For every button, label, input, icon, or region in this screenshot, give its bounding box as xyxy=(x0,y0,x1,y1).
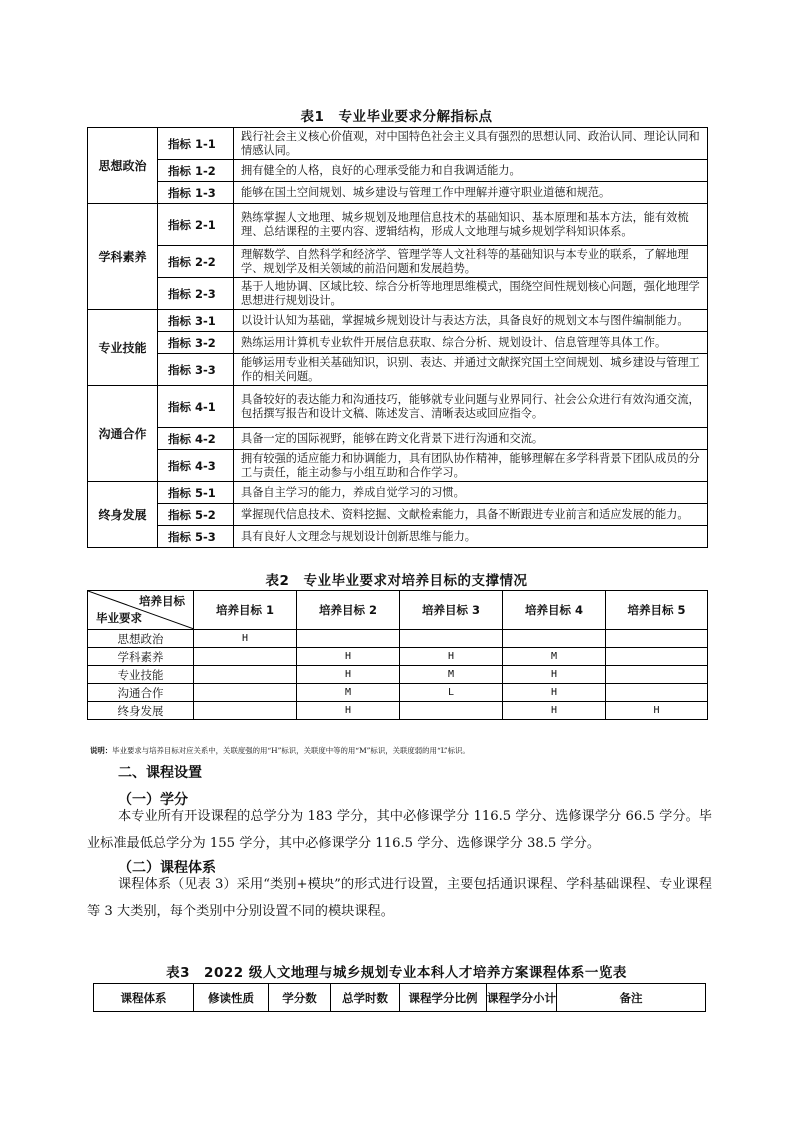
table1-row xyxy=(88,482,708,504)
table2-cell: M xyxy=(503,648,606,666)
table2-col-header: 培养目标 2 xyxy=(297,591,400,630)
table3-col-header: 学分数 xyxy=(269,984,331,1012)
table1-description: 熟练掌握人文地理、城乡规划及地理信息技术的基础知识、基本原理和基本方法，能有效梳理、总结课程的主要内容、逻辑结构，形成人文地理与城乡规划学科知识体系。 xyxy=(234,204,708,246)
table3-caption: 表3 2022 级人文地理与城乡规划专业本科人才培养方案课程体系一览表 xyxy=(166,965,627,981)
table1-indicator: 指标 5-3 xyxy=(158,526,234,548)
table2-col-header: 培养目标 1 xyxy=(194,591,297,630)
table2-row-label: 终身发展 xyxy=(88,702,194,720)
table1 xyxy=(87,127,708,548)
table2-cell: L xyxy=(400,684,503,702)
table1-indicator: 指标 2-2 xyxy=(158,246,234,278)
table2-cell xyxy=(400,702,503,720)
table1-caption: 表1 专业毕业要求分解指标点 xyxy=(300,109,493,125)
table1-indicator: 指标 4-1 xyxy=(158,386,234,428)
table1-description: 具备一定的国际视野，能够在跨文化背景下进行沟通和交流。 xyxy=(234,428,708,450)
table2-cell: H xyxy=(503,666,606,684)
table1-description: 基于人地协调、区域比较、综合分析等地理思维模式，围绕空间性规划核心问题，强化地理学思想进行规划设计。 xyxy=(234,278,708,310)
table1-description: 具备自主学习的能力，养成自觉学习的习惯。 xyxy=(234,482,708,504)
table1-category: 学科素养 xyxy=(88,204,158,310)
table3-col-header: 备注 xyxy=(557,984,706,1012)
table1-category: 沟通合作 xyxy=(88,386,158,482)
table2-row xyxy=(88,648,708,666)
table1-category: 思想政治 xyxy=(88,128,158,204)
table2-cell: H xyxy=(297,648,400,666)
table1-indicator: 指标 4-3 xyxy=(158,450,234,482)
table1-row xyxy=(88,504,708,526)
subsection-heading-credits: （一）学分 xyxy=(118,792,188,808)
table2-col-header: 培养目标 3 xyxy=(400,591,503,630)
table1-description: 能够运用专业相关基础知识，识别、表达、并通过文献探究国土空间规划、城乡建设与管理工作的相关问题。 xyxy=(234,354,708,386)
table2-cell: H xyxy=(194,630,297,648)
table1-row xyxy=(88,526,708,548)
table1-description: 具有良好人文理念与规划设计创新思维与能力。 xyxy=(234,526,708,548)
table2-row xyxy=(88,630,708,648)
table2-row-label: 专业技能 xyxy=(88,666,194,684)
table2-cell: H xyxy=(297,666,400,684)
table1-row xyxy=(88,386,708,428)
table1-indicator: 指标 1-2 xyxy=(158,160,234,182)
paragraph-curriculum: 课程体系（见表 3）采用“类别+模块”的形式进行设置，主要包括通识课程、学科基础课程、专业课程等 3 大类别，每个类别中分别设置不同的模块课程。 xyxy=(87,877,712,919)
table1-row xyxy=(88,182,708,204)
note-label: 说明： xyxy=(90,746,113,755)
paragraph-credits: 本专业所有开设课程的总学分为 183 学分，其中必修课学分 116.5 学分、选修课学分 66.5 学分。毕业标准最低总学分为 155 学分，其中必修课学分 116.5 学分、选修课学分 38.5 学分。 xyxy=(87,809,712,851)
table3 xyxy=(93,983,706,1012)
table2-cell xyxy=(606,666,708,684)
table2-cell: H xyxy=(297,702,400,720)
table2-row-label: 学科素养 xyxy=(88,648,194,666)
table2-note xyxy=(90,745,470,756)
table2-row-label: 思想政治 xyxy=(88,630,194,648)
table1-row xyxy=(88,278,708,310)
table2-cell: H xyxy=(606,702,708,720)
table1-description: 掌握现代信息技术、资料挖掘、文献检索能力，具备不断跟进专业前言和适应发展的能力。 xyxy=(234,504,708,526)
table1-description: 践行社会主义核心价值观，对中国特色社会主义具有强烈的思想认同、政治认同、理论认同和情感认同。 xyxy=(234,128,708,160)
table2-row-label: 沟通合作 xyxy=(88,684,194,702)
table1-row xyxy=(88,310,708,332)
table3-col-header: 课程学分比例 xyxy=(400,984,487,1012)
table2-col-header: 培养目标 4 xyxy=(503,591,606,630)
subsection-heading-curriculum: （二）课程体系 xyxy=(118,860,216,876)
corner-top-label: 培养目标 xyxy=(139,594,185,608)
note-text: 毕业要求与培养目标对应关系中，关联度强的用“H”标识，关联度中等的用“M”标识，关联度弱的用“L”标识。 xyxy=(112,746,470,755)
table1-row xyxy=(88,450,708,482)
table1-description: 拥有健全的人格，良好的心理承受能力和自我调适能力。 xyxy=(234,160,708,182)
table2-col-header: 培养目标 5 xyxy=(606,591,708,630)
table1-indicator: 指标 4-2 xyxy=(158,428,234,450)
table1-row xyxy=(88,246,708,278)
table1-indicator: 指标 3-2 xyxy=(158,332,234,354)
table1-description: 理解数学、自然科学和经济学、管理学等人文社科等的基础知识与本专业的联系，了解地理学、规划学及相关领域的前沿问题和发展趋势。 xyxy=(234,246,708,278)
table2-cell xyxy=(297,630,400,648)
table1-indicator: 指标 5-1 xyxy=(158,482,234,504)
table2-row xyxy=(88,684,708,702)
table2-caption: 表2 专业毕业要求对培养目标的支撑情况 xyxy=(265,573,528,589)
table1-description: 以设计认知为基础，掌握城乡规划设计与表达方法，具备良好的规划文本与图件编制能力。 xyxy=(234,310,708,332)
table1-row xyxy=(88,354,708,386)
table2-cell xyxy=(503,630,606,648)
table1-indicator: 指标 5-2 xyxy=(158,504,234,526)
table3-col-header: 课程体系 xyxy=(94,984,194,1012)
table1-row xyxy=(88,428,708,450)
table2-cell xyxy=(194,702,297,720)
table2-cell: H xyxy=(400,648,503,666)
table2-row xyxy=(88,702,708,720)
table1-indicator: 指标 2-1 xyxy=(158,204,234,246)
corner-bottom-label: 毕业要求 xyxy=(96,611,142,625)
table2-cell xyxy=(400,630,503,648)
table2-cell xyxy=(194,648,297,666)
table2-cell xyxy=(606,684,708,702)
table2-cell xyxy=(606,630,708,648)
table1-indicator: 指标 1-3 xyxy=(158,182,234,204)
table3-col-header: 修读性质 xyxy=(194,984,269,1012)
table1-category: 终身发展 xyxy=(88,482,158,548)
table1-description: 拥有较强的适应能力和协调能力，具有团队协作精神，能够理解在多学科背景下团队成员的分工与责任，能主动参与小组互助和合作学习。 xyxy=(234,450,708,482)
table1-indicator: 指标 2-3 xyxy=(158,278,234,310)
table2-corner-header xyxy=(88,591,194,630)
table2-cell xyxy=(606,648,708,666)
section-heading: 二、课程设置 xyxy=(118,765,202,781)
table1-indicator: 指标 1-1 xyxy=(158,128,234,160)
table1-row xyxy=(88,128,708,160)
table2-cell: H xyxy=(503,702,606,720)
table3-col-header: 总学时数 xyxy=(331,984,400,1012)
table1-row xyxy=(88,332,708,354)
table1-category: 专业技能 xyxy=(88,310,158,386)
table2-cell: H xyxy=(503,684,606,702)
table2-cell xyxy=(194,666,297,684)
table2-cell xyxy=(194,684,297,702)
table2 xyxy=(87,590,708,720)
table2-cell: M xyxy=(297,684,400,702)
table1-description: 具备较好的表达能力和沟通技巧，能够就专业问题与业界同行、社会公众进行有效沟通交流，包括撰写报告和设计文稿、陈述发言、清晰表达或回应指令。 xyxy=(234,386,708,428)
table2-row xyxy=(88,666,708,684)
table1-row xyxy=(88,204,708,246)
table2-cell: M xyxy=(400,666,503,684)
table1-description: 能够在国土空间规划、城乡建设与管理工作中理解并遵守职业道德和规范。 xyxy=(234,182,708,204)
table1-indicator: 指标 3-1 xyxy=(158,310,234,332)
table1-description: 熟练运用计算机专业软件开展信息获取、综合分析、规划设计、信息管理等具体工作。 xyxy=(234,332,708,354)
table3-col-header: 课程学分小计 xyxy=(487,984,557,1012)
table1-indicator: 指标 3-3 xyxy=(158,354,234,386)
table1-row xyxy=(88,160,708,182)
